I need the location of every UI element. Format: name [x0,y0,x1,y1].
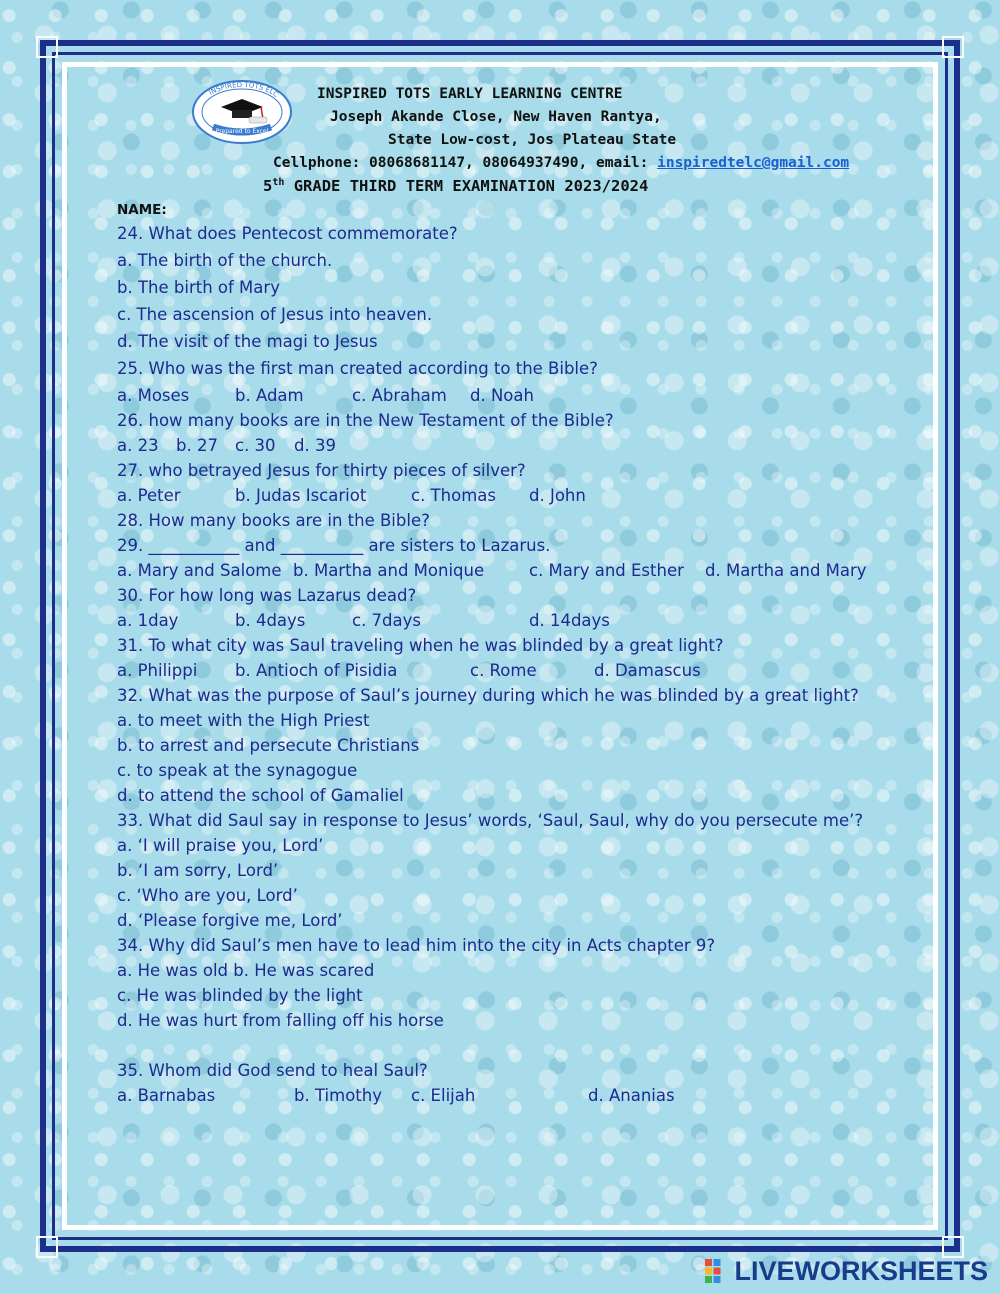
option-32a: a. to meet with the High Priest [117,711,370,730]
contact-prefix: Cellphone: 08068681147, 08064937490, email: [273,155,658,171]
option-25c: c. Abraham [352,386,447,405]
question-35: 35. Whom did God send to heal Saul? [117,1061,428,1080]
option-31c: c. Rome [470,661,537,680]
option-33c: c. ‘Who are you, Lord’ [117,886,298,905]
option-31a: a. Philippi [117,661,198,680]
address-line-1: Joseph Akande Close, New Haven Rantya, [330,109,662,125]
question-33: 33. What did Saul say in response to Jesus’ words, ‘Saul, Saul, why do you persecute me’? [117,811,864,830]
liveworksheets-brand: LIVEWORKSHEETS [734,1255,988,1286]
option-30a: a. 1day [117,611,179,630]
option-33d: d. ‘Please forgive me, Lord’ [117,911,343,930]
option-33a: a. ‘I will praise you, Lord’ [117,836,324,855]
option-27b: b. Judas Iscariot [235,486,367,505]
question-24: 24. What does Pentecost commemorate? [117,224,458,243]
option-24b: b. The birth of Mary [117,278,280,297]
school-name: INSPIRED TOTS EARLY LEARNING CENTRE [317,86,623,102]
option-35d: d. Ananias [588,1086,675,1105]
option-27c: c. Thomas [411,486,496,505]
exam-title [263,177,648,195]
option-25d: d. Noah [470,386,534,405]
question-34: 34. Why did Saul’s men have to lead him into the city in Acts chapter 9? [117,936,716,955]
option-30b: b. 4days [235,611,306,630]
option-26b: b. 27 [176,436,218,455]
question-29: 29. ___________ and __________ are sisters to Lazarus. [117,536,551,555]
option-25a: a. Moses [117,386,190,405]
option-26c: c. 30 [235,436,276,455]
option-29b: b. Martha and Monique [293,561,485,580]
option-26a: a. 23 [117,436,159,455]
contact-line [273,155,849,171]
option-32c: c. to speak at the synagogue [117,761,358,780]
option-35b: b. Timothy [294,1086,382,1105]
option-32b: b. to arrest and persecute Christians [117,736,420,755]
option-35a: a. Barnabas [117,1086,216,1105]
svg-text:INSPIRED TOTS ELC: INSPIRED TOTS ELC [207,80,280,99]
school-logo [191,79,293,145]
question-30: 30. For how long was Lazarus dead? [117,586,417,605]
exam-grade: 5 [263,177,273,196]
option-29a: a. Mary and Salome [117,561,282,580]
question-31: 31. To what city was Saul traveling when he was blinded by a great light? [117,636,724,655]
name-label: NAME: [117,202,167,218]
corner-ornament [942,36,964,58]
exam-grade-suffix: th [272,177,285,188]
question-32: 32. What was the purpose of Saul’s journey during which he was blinded by a great light? [117,686,859,705]
option-26d: d. 39 [294,436,336,455]
liveworksheets-logo-icon [704,1258,730,1284]
question-27: 27. who betrayed Jesus for thirty pieces of silver? [117,461,526,480]
svg-text:Prepared to Excel: Prepared to Excel [215,128,269,135]
question-26: 26. how many books are in the New Testament of the Bible? [117,411,614,430]
option-30c: c. 7days [352,611,422,630]
option-30d: d. 14days [529,611,610,630]
worksheet-content [67,67,933,1225]
option-27a: a. Peter [117,486,181,505]
option-34d: d. He was hurt from falling off his horse [117,1011,444,1030]
liveworksheets-watermark [704,1256,988,1286]
option-25b: b. Adam [235,386,304,405]
address-line-2: State Low-cost, Jos Plateau State [388,132,677,148]
option-27d: d. John [529,486,586,505]
option-24d: d. The visit of the magi to Jesus [117,332,378,351]
option-29c: c. Mary and Esther [529,561,684,580]
option-24a: a. The birth of the church. [117,251,333,270]
question-25: 25. Who was the first man created according to the Bible? [117,359,598,378]
corner-ornament [36,1236,58,1258]
corner-ornament [36,36,58,58]
option-31d: d. Damascus [594,661,701,680]
email-link[interactable]: inspiredtelc@gmail.com [657,155,850,171]
option-24c: c. The ascension of Jesus into heaven. [117,305,433,324]
option-35c: c. Elijah [411,1086,476,1105]
option-29d: d. Martha and Mary [705,561,867,580]
option-33b: b. ‘I am sorry, Lord’ [117,861,279,880]
question-28: 28. How many books are in the Bible? [117,511,430,530]
option-32d: d. to attend the school of Gamaliel [117,786,404,805]
option-34ab: a. He was old b. He was scared [117,961,375,980]
option-31b: b. Antioch of Pisidia [235,661,398,680]
option-34c: c. He was blinded by the light [117,986,363,1005]
exam-title-text: GRADE THIRD TERM EXAMINATION 2023/2024 [284,177,649,196]
